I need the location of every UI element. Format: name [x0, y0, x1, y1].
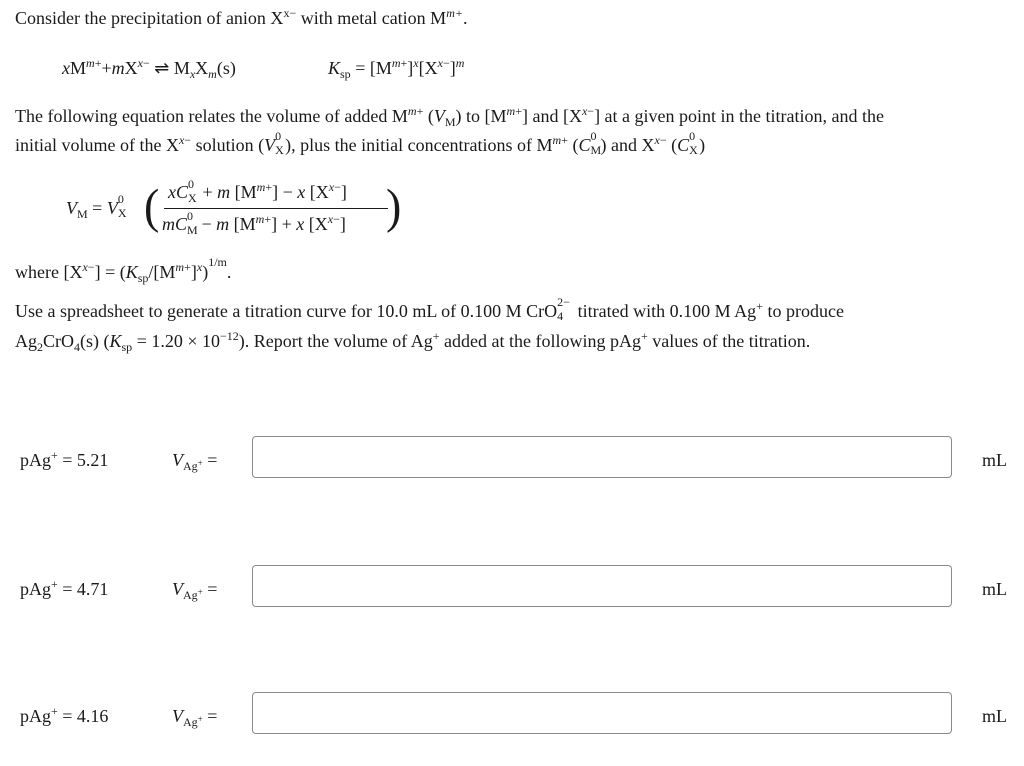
answer-row-2 [0, 565, 1024, 611]
volume-label: $V_{Ag^+}$ = [172, 450, 218, 473]
volume-label: $V_{Ag^+}$ = [172, 706, 218, 729]
problem-line-2: $Ag_2CrO_4(s) (K_{sp} = 1.20 \times 10^{-12})$. Report the volume of Ag+ added at the following pAg+ values of the titration. [15, 329, 811, 354]
where-line: where $[X^{x-}] = (K_{sp}/[M^{m+}]^x)^{1/m}$. [15, 255, 232, 285]
volume-input-3[interactable] [252, 692, 952, 734]
ksp-definition: $K_{sp} = [M^{m+}]^x[X^{x-}]^m$ [328, 56, 465, 81]
answer-row-1 [0, 436, 1024, 482]
answer-row-3 [0, 692, 1024, 738]
fraction-denominator: mC 0 M − m $[M^{m+}] + x$ $[X^{x-}]$ [162, 209, 346, 237]
unit-label: mL [982, 450, 1007, 470]
pag-label: pAg+ = 5.21 [20, 448, 109, 470]
pag-label: pAg+ = 4.16 [20, 704, 109, 726]
volume-label: $V_{Ag^+}$ = [172, 579, 218, 602]
paragraph-line-1: The following equation relates the volume of added $M^{m+}$ $(V_M)$ to $[M^{m+}]$ and $[X^{x-}]$ at a given point in the titration, and the [15, 104, 884, 129]
intro-text: Consider the precipitation of anion $X^{x-}$ with metal cation $M^{m+}$. [15, 6, 468, 28]
volume-input-2[interactable] [252, 565, 952, 607]
problem-line-1: Use a spreadsheet to generate a titration curve for 10.0 mL of 0.100 M CrO 2− 4 titrated with 0.100 M Ag+ to produce [15, 295, 844, 323]
volume-equation-fraction: ( xC 0 X + m $[M^{m+}] - x$ $[X^{x-}]$ mC 0 M − m $[M^{m+}] + x$ $[X^{x-}]$ ) [144, 177, 402, 237]
reaction-equation: $xM^{m+}+mX^{x-}$ ⇌ $M_xX_m(s)$ [62, 56, 236, 81]
volume-input-1[interactable] [252, 436, 952, 478]
pag-label: pAg+ = 4.71 [20, 577, 109, 599]
unit-label: mL [982, 579, 1007, 599]
volume-equation-lhs: $V_M = V$ 0 X [66, 192, 127, 221]
paragraph-line-2: initial volume of the $X^{x-}$ solution (V 0 X ), plus the initial concentrations of $M^{m+}$ (C 0 M ) and $X^{x-}$ (C 0 X ) [15, 129, 706, 157]
unit-label: mL [982, 706, 1007, 726]
fraction-numerator: xC 0 X + m $[M^{m+}] - x$ $[X^{x-}]$ [168, 177, 347, 205]
